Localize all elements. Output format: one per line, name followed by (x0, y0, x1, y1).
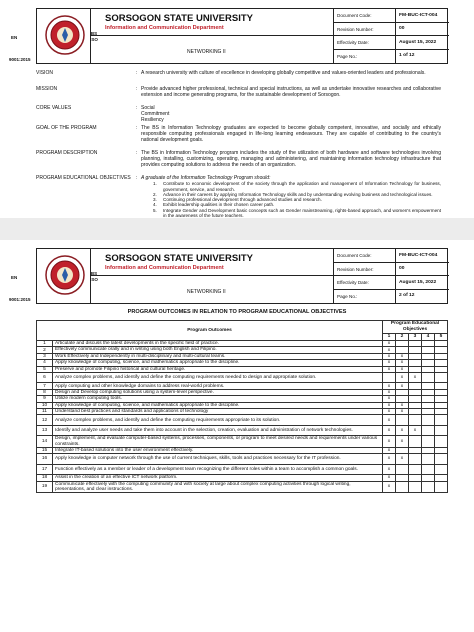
objective-mark: x (396, 409, 409, 415)
objective-mark: x (383, 436, 396, 447)
document-page-2 (0, 240, 474, 632)
iso-label: BS ISO (90, 31, 98, 42)
objective-mark: x (383, 425, 396, 436)
meta-label: Revision Number: (337, 266, 374, 272)
meta-value: August 15, 2022 (395, 36, 450, 49)
objective-mark (396, 415, 409, 426)
row-number: 3 (37, 353, 53, 359)
outcome-text: Effectively communicate orally and in writing using both English and Filipino. (53, 347, 383, 353)
objective-mark: x (396, 436, 409, 447)
objective-mark: x (396, 425, 409, 436)
objective-mark: x (396, 383, 409, 389)
list-item: 2. Advance in their careers by applying Information Technology skills and by understanding evolving business and technological issues. (153, 191, 433, 197)
objective-mark (396, 481, 409, 492)
meta-value: 00 (395, 23, 450, 36)
outcome-text: Design, implement, and evaluate computer-based systems, processes, components, or program to meet desired needs and requirements under various constraints. (53, 436, 383, 447)
meta-effectivity-date (333, 36, 449, 50)
objective-mark (435, 454, 448, 465)
row-number: 1 (37, 341, 53, 347)
objective-mark (409, 436, 422, 447)
objective-mark: x (383, 481, 396, 492)
objective-number-header: 1 (383, 333, 396, 340)
objective-mark: x (383, 347, 396, 353)
row-number: 7 (37, 383, 53, 389)
iso-number: 9001:2015 (9, 57, 31, 62)
objective-mark: x (409, 372, 422, 383)
objective-mark: x (383, 366, 396, 372)
objective-mark (422, 372, 435, 383)
meta-value: 1 of 12 (395, 50, 450, 63)
meta-page-no (333, 50, 449, 64)
meta-value: FM-BUC-ICT-004 (395, 9, 450, 22)
document-page-1: EN BS ISO 9001:2015 SORSOGON STATE UNIVERSITY Information and Communication Department NETWORKING II Document Code: FM-BUC-ICT-004 Revision Number: 00 Effectivity Date: August 15, 2022 Page No.: 1 of 12 VISION : A research university with culture of excellence in developing globally competitive and values-oriented leaders and professionals. MISSION : Provide advanced higher professional, technical and special instructions, as well as undertake innovative researches and collaborative extension and income generating programs, for the sustainable development of Sorsogon. CORE VALUES : Social Commitment Resiliency GOAL OF THE PROGRAM : The BS in Information Technology graduates are expected to become globally competent, innovative, and socially and ethically responsible computing professionals engaged in life-long learning endeavours. They are capable of contributing to the country's national development goals. PROGRAM DESCRIPTION : The BS in Information Technology program includes the study of the utilization of both hardware and software technologies involving planning, installing, customizing, operating, managing and administering, and maintaining information technology infrastructure that provides computing solutions to address the needs of an organization. PROGRAM EDUCATIONAL OBJECTIVES : A graduate of the Information Technology Program should: 1. Contribute to economic development of the society through the application and management of Information Technology for business, government, service, and research. 2. Advance in their careers by applying Information Technology skills and by understanding evolving business and technological issues. 3. Continuing professional development through advanced studies and research. 4. Exhibit leadership qualities in their chosen career path. 5. Integrate Gender and Development basic concepts such as Gender mainstreaming, rights-based approach, and women's empowerment in the awareness of the future teachers. (0, 0, 474, 218)
outcome-text: Apply knowledge of computing, science, and mathematics appropriate to the discipline. (53, 402, 383, 408)
objective-mark: x (383, 447, 396, 453)
objective-mark: x (396, 360, 409, 366)
objective-mark: x (383, 464, 396, 475)
outcome-text: Analyze complex problems, and identify and define the computing requirements appropriate to its solution. (53, 415, 383, 426)
table-row (37, 436, 448, 447)
objective-mark: x (396, 454, 409, 465)
meta-label: Document Code: (337, 13, 372, 18)
section-text: The BS in Information Technology graduates are expected to become globally competent, innovative, and socially and ethically responsible computing professionals engaged in life-long learning endeavours. They are capable of contributing to the country's national development goals. (141, 125, 441, 144)
table-row (37, 372, 448, 383)
meta-value: 00 (395, 263, 450, 276)
meta-label: Page No.: (337, 293, 358, 299)
meta-effectivity-date (333, 276, 449, 290)
department-name: Information and Communication Department (105, 25, 224, 31)
document-name: NETWORKING II (187, 49, 226, 55)
objective-text: Advance in their careers by applying Information Technology skills and by understanding evolving business and technological issues. (163, 191, 433, 197)
meta-label: Effectivity Date: (337, 40, 369, 45)
objective-mark (435, 372, 448, 383)
outcome-text: Analyze complex problems, and identify and define the computing requirements needed to design and appropriate solution. (53, 372, 383, 383)
outcome-text: Articulate and discuss the latest developments in the specific field of practice. (53, 341, 383, 347)
university-name: SORSOGON STATE UNIVERSITY (105, 13, 253, 24)
section-text (141, 175, 441, 218)
objective-text: Exhibit leadership qualities in their chosen career path. (163, 202, 275, 208)
document-meta (333, 249, 449, 303)
objective-mark: x (383, 415, 396, 426)
row-number: 8 (37, 389, 53, 395)
objective-mark (422, 464, 435, 475)
meta-revision-number (333, 263, 449, 277)
outcome-text: Design and Develop computing solutions using a system-level perspective. (53, 389, 383, 395)
table-row (37, 464, 448, 475)
meta-value: 2 of 12 (395, 290, 450, 303)
row-number: 13 (37, 425, 53, 436)
row-number: 9 (37, 396, 53, 402)
objective-mark (383, 372, 396, 383)
objectives-intro: A graduate of the Information Technology Program should: (141, 175, 271, 181)
table-row (37, 425, 448, 436)
objective-mark: x (383, 475, 396, 481)
objective-mark (422, 415, 435, 426)
en-label: EN (11, 275, 18, 280)
document-meta (333, 9, 449, 63)
row-number: 19 (37, 481, 53, 492)
document-header (9, 8, 448, 64)
objective-mark (422, 425, 435, 436)
list-item: 3. Continuing professional development through advanced studies and research. (153, 197, 322, 203)
objective-mark: x (396, 366, 409, 372)
objective-mark (435, 425, 448, 436)
outcome-text: Apply knowledge of computing, science, and mathematics appropriate to the discipline. (53, 360, 383, 366)
objective-mark: x (396, 402, 409, 408)
table-row (37, 415, 448, 426)
section-label: PROGRAM DESCRIPTION (36, 150, 98, 156)
table-row (37, 454, 448, 465)
objective-mark (409, 454, 422, 465)
outcome-text: Work Effectively and Independently in multi-disciplinary and multi-cultural teams. (53, 353, 383, 359)
outcome-text: Function effectively as a member or leader of a development team recognizing the different roles within a team to accomplish a common goals. (53, 464, 383, 475)
meta-page-no (333, 290, 449, 304)
row-number: 18 (37, 475, 53, 481)
objective-mark: x (383, 396, 396, 402)
program-outcomes-table (36, 320, 448, 493)
en-label: EN (11, 35, 18, 40)
university-name: SORSOGON STATE UNIVERSITY (105, 253, 253, 264)
objective-mark: x (383, 409, 396, 415)
row-number: 2 (37, 347, 53, 353)
outcome-text: Apply computing and other knowledge domains to address real-world problems. (53, 383, 383, 389)
section-text: The BS in Information Technology program includes the study of the utilization of both hardware and software technologies involving planning, installing, customizing, operating, managing and administering, and maintaining information technology infrastructure that provides computing solutions to address the needs of an organization. (141, 150, 441, 169)
objective-mark (409, 464, 422, 475)
row-number: 12 (37, 415, 53, 426)
outcome-text: Identify and analyze user needs and take them into account in the selection, creation, evaluation and administration of network technologies. (53, 425, 383, 436)
meta-label: Document Code: (337, 253, 372, 258)
table-title: PROGRAM OUTCOMES IN RELATION TO PROGRAM EDUCATIONAL OBJECTIVES (127, 309, 347, 315)
row-number: 14 (37, 436, 53, 447)
outcome-text: Understand best practices and standards and applications of technology (53, 409, 383, 415)
objective-mark: x (396, 353, 409, 359)
section-label: VISION (36, 70, 53, 76)
row-number: 10 (37, 402, 53, 408)
objective-mark: x (383, 383, 396, 389)
meta-revision-number (333, 23, 449, 37)
row-number: 17 (37, 464, 53, 475)
objective-number-header: 5 (435, 333, 448, 340)
objective-mark: x (409, 425, 422, 436)
objective-mark (409, 415, 422, 426)
section-text: Social Commitment Resiliency (141, 105, 170, 124)
objective-text: Continuing professional development through advanced studies and research. (163, 197, 322, 203)
objective-mark (435, 481, 448, 492)
row-number: 5 (37, 366, 53, 372)
objective-mark (422, 454, 435, 465)
col-header-outcomes: Program Outcomes (37, 321, 383, 341)
objective-mark: x (383, 360, 396, 366)
table-row (37, 481, 448, 492)
outcome-text: Apply knowledge in computer network through the use of current techniques, skills, tools and practices necessary for the IT profession. (53, 454, 383, 465)
objective-mark (409, 481, 422, 492)
logo-cell (9, 9, 98, 63)
university-seal-icon (45, 15, 85, 55)
objective-mark (396, 464, 409, 475)
outcome-text: Assist in the creation of an effective ICT network platform. (53, 475, 383, 481)
section-label: GOAL OF THE PROGRAM (36, 125, 97, 131)
objective-text: Integrate Gender and Development basic concepts such as Gender mainstreaming, rights-based approach, and women's empowerment in the awareness of the future teachers. (163, 207, 441, 218)
row-number: 16 (37, 454, 53, 465)
objective-mark (422, 481, 435, 492)
objective-mark: x (383, 389, 396, 395)
meta-label: Revision Number: (337, 26, 374, 32)
section-text: A research university with culture of excellence in developing globally competitive and values-oriented leaders and professionals. (141, 70, 426, 76)
list-item: 5. Integrate Gender and Development basic concepts such as Gender mainstreaming, rights-based approach, and women's empowerment in the awareness of the future teachers. (153, 207, 441, 218)
section-label: CORE VALUES (36, 105, 72, 111)
meta-value: August 15, 2022 (395, 276, 450, 289)
objective-mark (435, 464, 448, 475)
meta-label: Effectivity Date: (337, 280, 369, 285)
meta-document-code (333, 9, 449, 23)
objectives-list (141, 181, 441, 218)
objective-text: Contribute to economic development of the society through the application and management of Information Technology for business, government, service, and research. (163, 181, 441, 192)
section-text: Provide advanced higher professional, technical and special instructions, as well as undertake innovative researches and collaborative extension and income generating programs, for the sustainable development of Sorsogon. (141, 86, 441, 99)
col-header-objectives: Program Educational Objectives (383, 321, 448, 334)
university-seal-icon (45, 255, 85, 295)
section-label: PROGRAM EDUCATIONAL OBJECTIVES (36, 175, 131, 181)
document-header (9, 248, 448, 304)
row-number: 6 (37, 372, 53, 383)
objective-mark: x (383, 454, 396, 465)
objective-number-header: 2 (396, 333, 409, 340)
objective-number-header: 4 (422, 333, 435, 340)
row-number: 11 (37, 409, 53, 415)
outcome-text: Utilize modern computing tools. (53, 396, 383, 402)
outcome-text: Integrate IT-based solutions into the user environment effectively. (53, 447, 383, 453)
objective-mark (435, 436, 448, 447)
outcome-text: Communicate effectively with the computing community and with society at large about complex computing activities through logical writing, presentations, and clear instructions. (53, 481, 383, 492)
objective-mark (435, 415, 448, 426)
iso-label: BS ISO (90, 271, 98, 282)
meta-label: Page No.: (337, 53, 358, 59)
meta-value: FM-BUC-ICT-004 (395, 249, 450, 262)
objective-number-header: 3 (409, 333, 422, 340)
outcome-text: Preserve and promote Filipino historical and cultural heritage. (53, 366, 383, 372)
document-name: NETWORKING II (187, 289, 226, 295)
objective-mark: x (383, 402, 396, 408)
department-name: Information and Communication Department (105, 265, 224, 271)
iso-number: 9001:2015 (9, 297, 31, 302)
row-number: 4 (37, 360, 53, 366)
objective-mark: x (383, 341, 396, 347)
section-label: MISSION (36, 86, 58, 92)
list-item: 1. Contribute to economic development of the society through the application and management of Information Technology for business, government, service, and research. (153, 181, 441, 192)
meta-document-code (333, 249, 449, 263)
objective-mark: x (396, 372, 409, 383)
objective-mark: x (383, 353, 396, 359)
row-number: 15 (37, 447, 53, 453)
logo-cell (9, 249, 98, 303)
objective-mark (422, 436, 435, 447)
list-item: 4. Exhibit leadership qualities in their chosen career path. (153, 202, 275, 208)
